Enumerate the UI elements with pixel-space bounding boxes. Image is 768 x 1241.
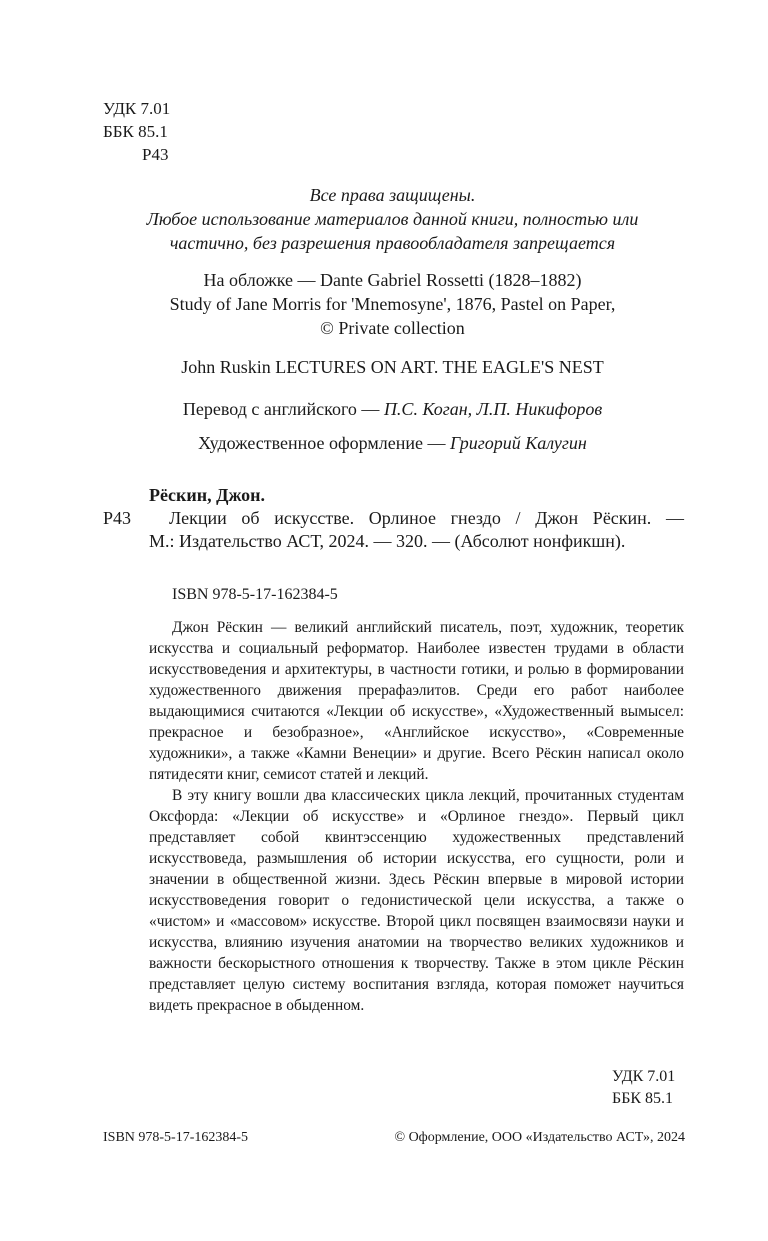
translation-label: Перевод с английского — bbox=[182, 399, 384, 419]
translation-credit bbox=[60, 397, 725, 421]
bbk-code: ББК 85.1 bbox=[612, 1090, 674, 1107]
footer-copyright: © Оформление, ООО «Издательство АСТ», 2024 bbox=[394, 1130, 685, 1145]
rights-line: частично, без разрешения правообладателя запрещается bbox=[169, 233, 616, 253]
annotation-paragraph: В эту книгу вошли два классических цикла лекций, прочитанных студентам Оксфорда: «Лекции об искусстве» и «Орлиное гнездо». Первый цикл представляет собой квинтэссенцию художественных представлений искусствоведа, размышления об истории искусства, его сущности, роли и значении в общественной жизни. Здесь Рёскин впервые в мировой истории искусствоведения говорит о гедонистической цели искусства, а также о «чистом» и «массовом» искусстве. Второй цикл посвящен взаимосвязи науки и искусства, влиянию изучения анатомии на творчество великих художников и важности бескорыстного отношения к творчеству. Также в этом цикле Рёскин представляет целую систему воспитания взгляда, которая поможет научиться видеть прекрасное в обыденном. bbox=[149, 787, 684, 1014]
cover-credit-line: На обложке — Dante Gabriel Rossetti (1828–1882) bbox=[203, 270, 582, 290]
rights-line: Любое использование материалов данной книги, полностью или bbox=[146, 209, 639, 229]
cover-credit-line: © Private collection bbox=[320, 318, 465, 338]
original-title: John Ruskin LECTURES ON ART. THE EAGLE'S NEST bbox=[181, 357, 604, 377]
udk-code: УДК 7.01 bbox=[103, 99, 171, 118]
design-credit bbox=[60, 431, 725, 455]
translator-names: П.С. Коган, Л.П. Никифоров bbox=[383, 399, 603, 419]
isbn: ISBN 978-5-17-162384-5 bbox=[172, 586, 338, 603]
classification-top bbox=[103, 97, 170, 166]
annotation-paragraph: Джон Рёскин — великий английский писатель, поэт, художник, теоретик искусства и социальный реформатор. Наиболее известен трудами в области искусствоведения и архитектуры, в частности готики, и ролью в формировании художественного движения прерафаэлитов. Среди его работ наиболее выдающимися считаются «Лекции об искусстве», «Художественный вымысел: прекрасное и безобразное», «Английское искусство», «Современные художники», а также «Камни Венеции» и другие. Всего Рёскин написал около пятидесяти книг, семисот статей и лекций. bbox=[149, 619, 684, 783]
footer-isbn: ISBN 978-5-17-162384-5 bbox=[103, 1130, 249, 1145]
author-sign: Р43 bbox=[142, 145, 169, 164]
cover-credit bbox=[60, 268, 725, 340]
designer-name: Григорий Калугин bbox=[450, 433, 587, 453]
rights-line: Все права защищены. bbox=[309, 185, 476, 205]
catalog-index: Р43 bbox=[103, 508, 132, 528]
catalog-author: Рёскин, Джон. bbox=[149, 485, 265, 505]
cover-credit-line: Study of Jane Morris for 'Mnemosyne', 1876, Pastel on Paper, bbox=[169, 294, 616, 314]
udk-code: УДК 7.01 bbox=[612, 1068, 676, 1085]
catalog-imprint: М.: Издательство АСТ, 2024. — 320. — (Абсолют нонфикшн). bbox=[149, 531, 626, 551]
classification-bottom bbox=[612, 1066, 675, 1110]
rights-notice bbox=[60, 183, 725, 255]
catalog-description bbox=[149, 507, 684, 553]
design-label: Художественное оформление — bbox=[198, 433, 451, 453]
annotation bbox=[149, 617, 684, 1016]
catalog-title-line: Лекции об искусстве. Орлиное гнездо / Джон Рёскин. — bbox=[169, 508, 684, 528]
bbk-code: ББК 85.1 bbox=[103, 122, 168, 141]
